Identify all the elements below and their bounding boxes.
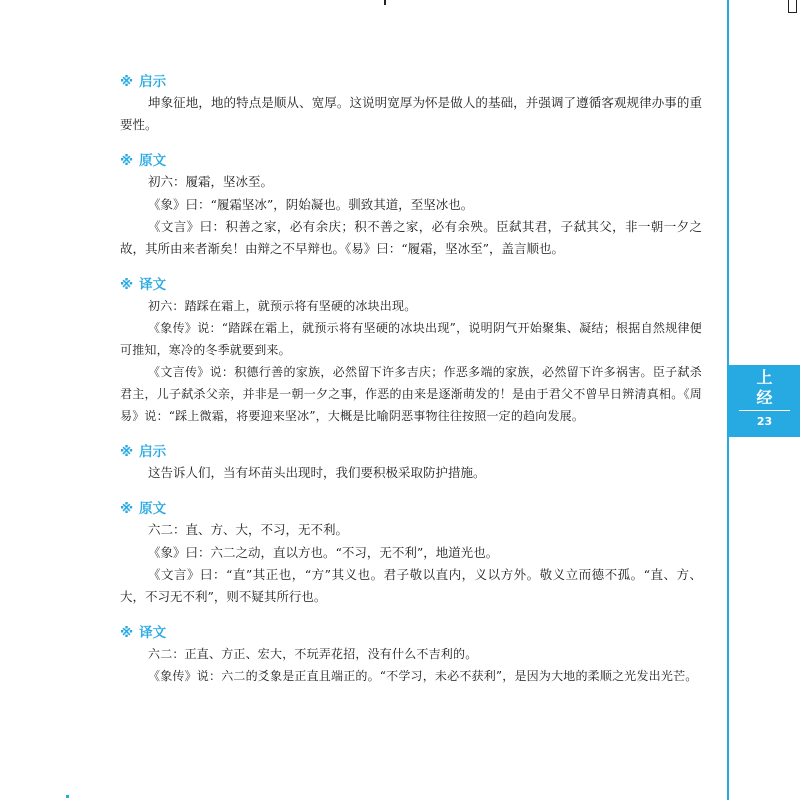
paragraph: 《文言传》说：积德行善的家族，必然留下许多吉庆；作恶多端的家族，必然留下许多祸害。臣子弑杀君主，儿子弑杀父亲，并非是一朝一夕之事，作恶的由来是逐渐萌发的！是由于君父不曾早日辨清真相。《周易》说：“踩上微霜，将要迎来坚冰”，大概是比喻阴恶事物往往按照一定的趋向发展。 bbox=[120, 365, 702, 424]
section-marker: ※ bbox=[120, 501, 134, 518]
section-yiwen-2 bbox=[120, 623, 702, 687]
chapter-tab-char-1: 上 bbox=[756, 368, 773, 387]
section-heading bbox=[120, 151, 702, 171]
paragraph: 初六：履霜，坚冰至。 bbox=[148, 174, 274, 190]
chapter-tab-char-2: 经 bbox=[756, 388, 773, 407]
paragraph: 《象传》说：“踏踩在霜上，就预示将有坚硬的冰块出现”，说明阴气开始聚集、凝结；根据自然规律便可推知，寒冷的冬季就要到来。 bbox=[120, 321, 702, 358]
section-heading-label: 启示 bbox=[139, 74, 167, 90]
section-heading bbox=[120, 72, 702, 92]
chapter-tab bbox=[729, 365, 800, 437]
paragraph: 《文言》曰：“直”其正也，“方”其义也。君子敬以直内，义以方外。敬义立而德不孤。“直、方、大，不习无不利”，则不疑其所行也。 bbox=[120, 566, 702, 605]
section-qishi-1 bbox=[120, 72, 702, 136]
section-marker: ※ bbox=[120, 444, 134, 461]
section-yuanwen-2 bbox=[120, 499, 702, 608]
paragraph: 六二：正直、方正、宏大，不玩弄花招，没有什么不吉利的。 bbox=[148, 647, 478, 662]
section-marker: ※ bbox=[120, 625, 134, 642]
paragraph: 六二：直、方、大，不习，无不利。 bbox=[148, 522, 349, 538]
paragraph: 坤象征地，地的特点是顺从、宽厚。这说明宽厚为怀是做人的基础，并强调了遵循客观规律办事的重要性。 bbox=[120, 95, 702, 133]
section-yuanwen-1 bbox=[120, 151, 702, 260]
section-heading-label: 启示 bbox=[139, 444, 167, 461]
section-heading bbox=[120, 275, 702, 295]
chapter-tab-divider bbox=[739, 410, 790, 411]
section-heading-label: 原文 bbox=[139, 501, 167, 518]
paragraph: 这告诉人们，当有坏苗头出现时，我们要积极采取防护措施。 bbox=[148, 465, 486, 481]
paragraph: 《象传》说：六二的爻象是正直且端正的。“不学习，未必不获利”，是因为大地的柔顺之光发出光芒。 bbox=[148, 669, 698, 684]
section-marker: ※ bbox=[120, 153, 134, 170]
paragraph: 初六：踏踩在霜上，就预示将有坚硬的冰块出现。 bbox=[148, 299, 417, 314]
paragraph: 《象》曰：“履霜坚冰”，阴始凝也。驯致其道，至坚冰也。 bbox=[148, 196, 474, 212]
section-heading-label: 原文 bbox=[139, 153, 167, 170]
section-heading bbox=[120, 499, 702, 519]
section-marker: ※ bbox=[120, 277, 134, 294]
page-content bbox=[120, 72, 702, 702]
section-yiwen-1 bbox=[120, 275, 702, 427]
section-heading-label: 译文 bbox=[139, 277, 167, 294]
top-crop-mark bbox=[384, 0, 386, 5]
bottom-crop-mark bbox=[66, 795, 69, 798]
section-heading-label: 译文 bbox=[139, 625, 167, 642]
section-heading bbox=[120, 442, 702, 462]
paragraph: 《文言》曰：积善之家，必有余庆；积不善之家，必有余殃。臣弑其君，子弑其父，非一朝一夕之故，其所由来者渐矣！由辩之不早辩也。《易》曰：“履霜，坚冰至”，盖言顺也。 bbox=[120, 218, 702, 257]
page-number: 23 bbox=[756, 415, 773, 428]
paragraph: 《象》曰：六二之动，直以方也。“不习，无不利”，地道光也。 bbox=[148, 544, 499, 560]
section-marker: ※ bbox=[120, 74, 134, 90]
section-qishi-2 bbox=[120, 442, 702, 484]
section-heading bbox=[120, 623, 702, 643]
corner-crop-mark bbox=[788, 0, 797, 13]
